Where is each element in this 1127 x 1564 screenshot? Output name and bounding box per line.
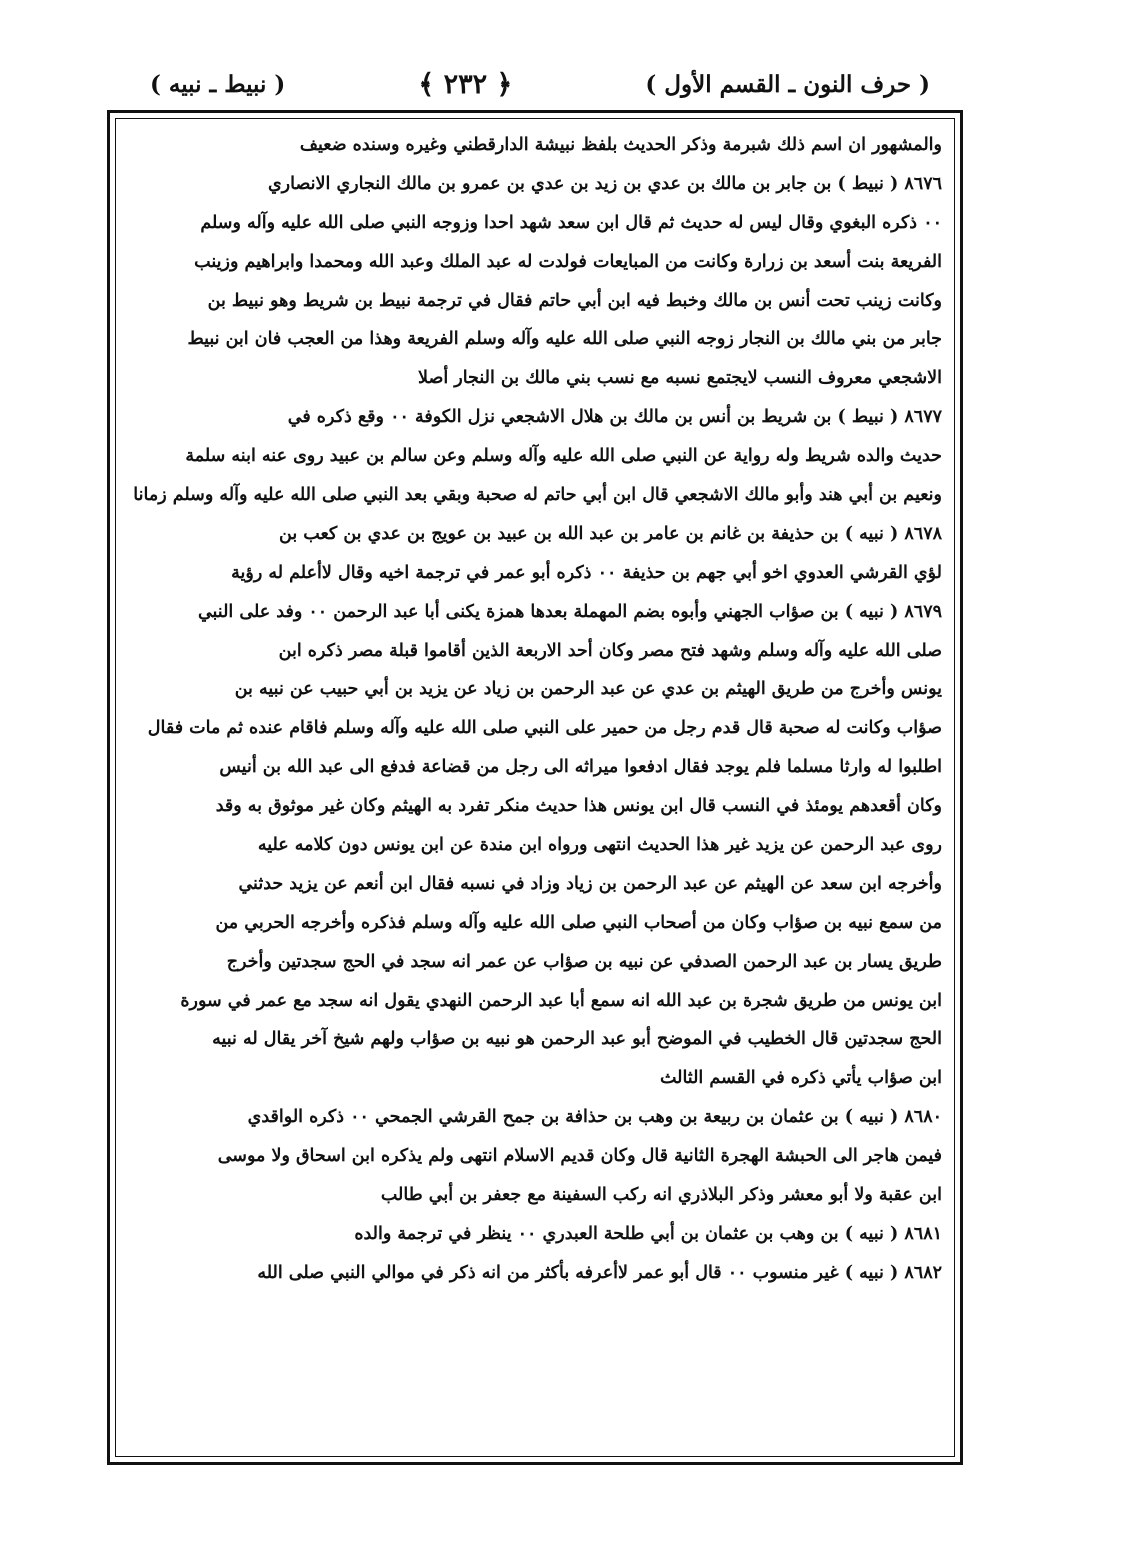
text-line: الحج سجدتين قال الخطيب في الموضح أبو عبد الرحمن هو نبيه بن صؤاب ولهم شيخ آخر يقال له نبيه [212,1029,942,1050]
text-line: وكانت زينب تحت أنس بن مالك وخبط فيه ابن أبي حاتم فقال في ترجمة نبيط بن شريط وهو نبيط بن [207,290,942,311]
text-line: وكان أقعدهم يومئذ في النسب قال ابن يونس هذا حديث منكر تفرد به الهيثم وكان غير موثوق به وقد [215,796,942,817]
running-head [150,62,930,106]
text-line: الاشجعي معروف النسب لايجتمع نسبه مع نسب بني مالك بن النجار أصلا [418,368,942,389]
chapter-heading: ( حرف النون ـ القسم الأول ) [645,70,930,98]
text-line: الفريعة بنت أسعد بن زرارة وكانت من المبايعات فولدت له عبد الملك وعبد الله ومحمدا وابراهيم وزينب [194,251,942,272]
entry-range-heading: ( نبيط ـ نبيه ) [150,70,286,98]
text-line: ابن عقبة ولا أبو معشر وذكر البلاذري انه ركب السفينة مع جعفر بن أبي طالب [380,1185,942,1206]
text-line: ٨٦٧٧ ( نبيط ) بن شريط بن أنس بن مالك بن هلال الاشجعي نزل الكوفة ٠٠ وقع ذكره في [287,407,942,428]
text-line: ٨٦٧٩ ( نبيه ) بن صؤاب الجهني وأبوه بضم المهملة بعدها همزة يكنى أبا عبد الرحمن ٠٠ وفد على النبي [197,601,942,622]
text-line: لؤي القرشي العدوي اخو أبي جهم بن حذيفة ٠٠ ذكره أبو عمر في ترجمة اخيه وقال لاأعلم له رؤية [231,562,942,583]
text-line: يونس وأخرج من طريق الهيثم بن عدي عن عبد الرحمن بن زياد عن يزيد بن أبي حبيب عن نبيه بن [234,679,942,700]
text-line: ٨٦٨٠ ( نبيه ) بن عثمان بن ربيعة بن وهب بن حذافة بن جمح القرشي الجمحي ٠٠ ذكره الواقدي [247,1107,942,1128]
text-line: حديث والده شريط وله رواية عن النبي صلى الله عليه وآله وسلم وعن سالم بن عبيد روى عنه ابنه سلمة [185,446,942,467]
text-line: ابن يونس من طريق شجرة بن عبد الله انه سمع أبا عبد الرحمن النهدي يقول انه سجد مع عمر في سورة [180,990,942,1011]
text-line: طريق يسار بن عبد الرحمن الصدفي عن نبيه بن صؤاب عن عمر انه سجد في الحج سجدتين وأخرج [226,951,942,972]
page-number: ﴿ ٢٣٢ ﴾ [418,68,513,100]
text-line: ٨٦٨١ ( نبيه ) بن وهب بن عثمان بن أبي طلحة العبدري ٠٠ ينظر في ترجمة والده [354,1223,942,1244]
text-line: ونعيم بن أبي هند وأبو مالك الاشجعي قال ابن أبي حاتم له صحبة وبقي بعد النبي صلى الله عليه وآله وسلم زمانا [133,485,942,506]
text-line: ابن صؤاب يأتي ذكره في القسم الثالث [659,1068,942,1089]
text-line: فيمن هاجر الى الحبشة الهجرة الثانية قال وكان قديم الاسلام انتهى ولم يذكره ابن اسحاق ولا موسى [217,1146,942,1167]
text-line: صلى الله عليه وآله وسلم وشهد فتح مصر وكان أحد الاربعة الذين أقاموا قبلة مصر ذكره ابن [278,640,942,661]
text-line: اطلبوا له وارثا مسلما فلم يوجد فقال ادفعوا ميراثه الى رجل من قضاعة فدفع الى عبد الله بن أنيس [219,757,942,778]
text-line: ٠٠ ذكره البغوي وقال ليس له حديث ثم قال ابن سعد شهد احدا وزوجه النبي صلى الله عليه وآله وسلم [200,212,942,233]
text-line: صؤاب وكانت له صحبة قال قدم رجل من حمير على النبي صلى الله عليه وآله وسلم فاقام عنده ثم مات فقال [147,718,942,739]
text-line: جابر من بني مالك بن النجار زوجه النبي صلى الله عليه وآله وسلم الفريعة وهذا من العجب فان ابن نبيط [187,329,942,350]
text-line: والمشهور ان اسم ذلك شبرمة وذكر الحديث بلفظ نبيشة الدارقطني وغيره وسنده ضعيف [299,135,942,155]
text-line: ٨٦٧٦ ( نبيط ) بن جابر بن مالك بن عدي بن زيد بن عدي بن عمرو بن مالك النجاري الانصاري [267,173,942,194]
text-line: ٨٦٧٨ ( نبيه ) بن حذيفة بن غانم بن عامر بن عبد الله بن عبيد بن عويج بن عدي بن كعب بن [279,523,942,544]
text-line: روى عبد الرحمن عن يزيد غير هذا الحديث انتهى ورواه ابن مندة عن ابن يونس دون كلامه عليه [257,835,942,856]
text-body [130,126,942,1293]
text-line: وأخرجه ابن سعد عن الهيثم عن عبد الرحمن بن زياد وزاد في نسبه فقال ابن أنعم عن يزيد حدثني [238,873,942,894]
text-line: ٨٦٨٢ ( نبيه ) غير منسوب ٠٠ قال أبو عمر لاأعرفه بأكثر من انه ذكر في موالي النبي صلى الله [257,1262,942,1283]
text-line: من سمع نبيه بن صؤاب وكان من أصحاب النبي صلى الله عليه وآله وسلم فذكره وأخرجه الحربي من [215,912,942,933]
